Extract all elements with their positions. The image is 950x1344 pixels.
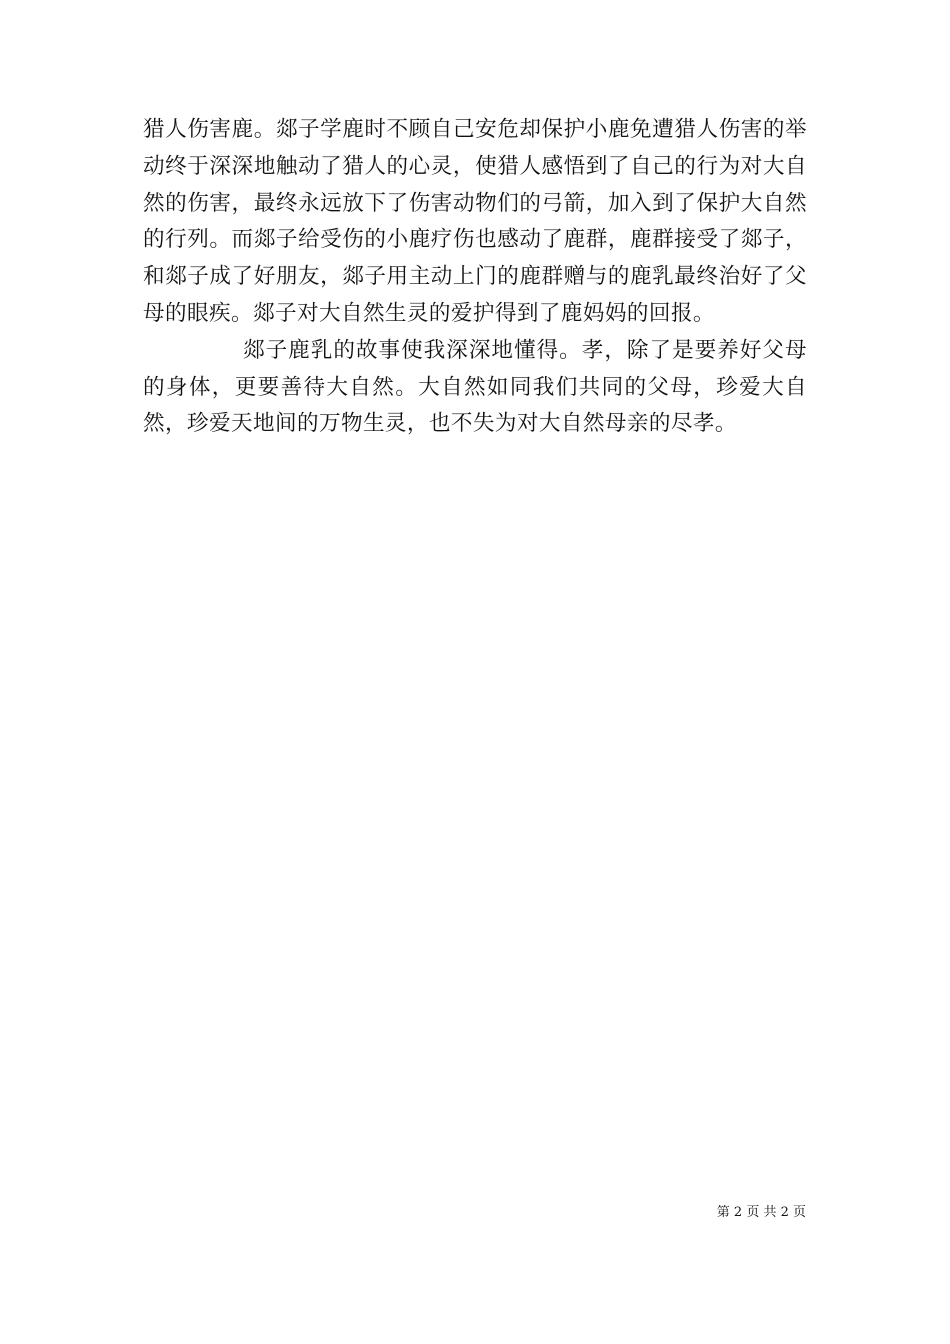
page-footer: 第 2 页 共 2 页: [716, 1205, 806, 1220]
document-body: [143, 112, 807, 443]
paragraph-2: 郯子鹿乳的故事使我深深地懂得。孝，除了是要养好父母的身体，更要善待大自然。大自然如同我们共同的父母，珍爱大自然，珍爱天地间的万物生灵，也不失为对大自然母亲的尽孝。: [143, 337, 807, 437]
paragraph-1: 猎人伤害鹿。郯子学鹿时不顾自己安危却保护小鹿免遭猎人伤害的举动终于深深地触动了猎人的心灵，使猎人感悟到了自己的行为对大自然的伤害，最终永远放下了伤害动物们的弓箭，加入到了保护大自然的行列。而郯子给受伤的小鹿疗伤也感动了鹿群，鹿群接受了郯子，和郯子成了好朋友，郯子用主动上门的鹿群赠与的鹿乳最终治好了父母的眼疾。郯子对大自然生灵的爱护得到了鹿妈妈的回报。: [143, 117, 807, 326]
